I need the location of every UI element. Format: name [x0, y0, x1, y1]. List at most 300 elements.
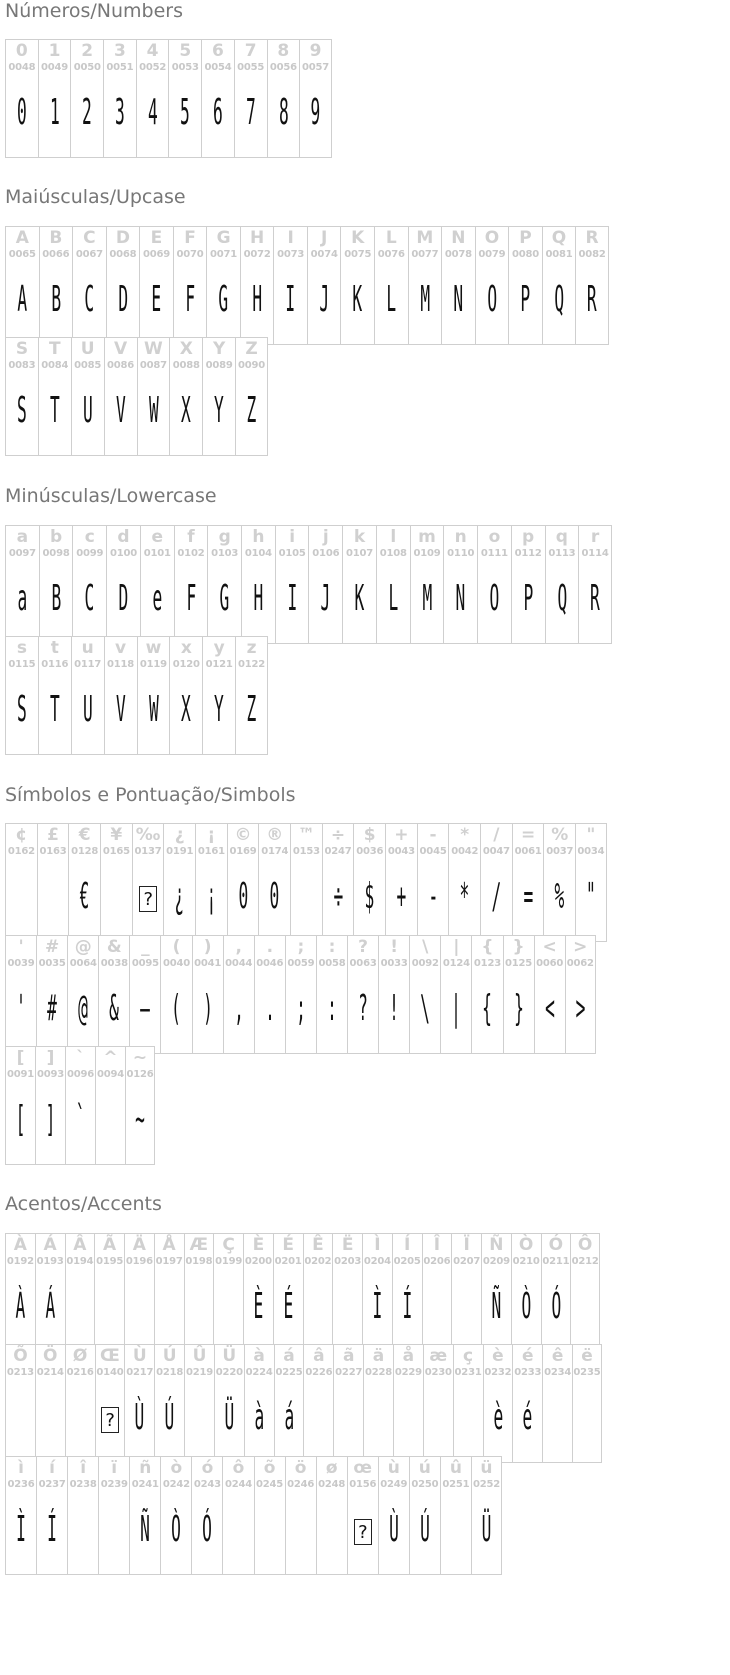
glyph-cell — [95, 1046, 125, 1165]
character-label: ¢ — [15, 825, 28, 845]
character-code: 0110 — [447, 548, 475, 559]
glyph-cell — [5, 636, 38, 755]
character-code: 0120 — [172, 659, 200, 670]
character-label: # — [45, 937, 60, 957]
character-label: l — [390, 527, 397, 547]
glyph-sample: Á — [45, 1286, 56, 1327]
glyph-cell — [575, 226, 609, 345]
character-code: 0064 — [69, 958, 97, 969]
glyph-cell — [36, 1456, 67, 1575]
glyph-cell — [290, 823, 322, 942]
glyph-sample: N — [453, 279, 464, 320]
character-code: 0197 — [155, 1256, 183, 1267]
glyph-cell — [378, 935, 409, 1054]
glyph-sample: ? — [358, 988, 368, 1029]
character-code: 0246 — [287, 1479, 315, 1490]
glyph-sample: Y — [214, 390, 225, 431]
character-label: a — [16, 527, 29, 547]
character-label: 7 — [244, 41, 257, 61]
glyph-cell — [303, 1344, 333, 1463]
glyph-cell — [451, 1233, 481, 1352]
glyph-cell — [254, 935, 285, 1054]
character-code: 0230 — [424, 1367, 452, 1378]
glyph-row — [5, 226, 609, 345]
character-label: H — [249, 228, 265, 248]
glyph-sample: , — [233, 988, 244, 1029]
character-code: 0198 — [185, 1256, 213, 1267]
character-label: ® — [266, 825, 284, 845]
glyph-cell — [154, 1233, 184, 1352]
glyph-cell — [409, 1456, 440, 1575]
character-label: 2 — [81, 41, 94, 61]
glyph-cell — [512, 823, 544, 942]
character-label: > — [573, 937, 588, 957]
character-label: Â — [73, 1235, 87, 1255]
character-label: ä — [372, 1346, 385, 1366]
glyph-cell — [378, 1456, 409, 1575]
glyph-sample: Z — [246, 390, 257, 431]
character-label: ) — [203, 937, 212, 957]
character-code: 0162 — [7, 846, 35, 857]
glyph-sample: Ú — [419, 1509, 430, 1550]
glyph-cell — [511, 525, 545, 644]
glyph-cell — [503, 935, 534, 1054]
character-label: û — [449, 1458, 462, 1478]
glyph-sample: 8 — [278, 92, 289, 133]
character-label: U — [80, 339, 95, 359]
glyph-sample: 0 — [269, 876, 280, 917]
glyph-sample: T — [49, 689, 60, 730]
character-label: Ü — [222, 1346, 237, 1366]
glyph-cell — [254, 1456, 285, 1575]
character-code: 0232 — [484, 1367, 512, 1378]
character-label: ò — [170, 1458, 183, 1478]
character-label: Ó — [548, 1235, 564, 1255]
character-label: M — [416, 228, 434, 248]
character-code: 0114 — [581, 548, 609, 559]
character-label: k — [353, 527, 366, 547]
glyph-cell — [174, 525, 208, 644]
character-code: 0044 — [225, 958, 253, 969]
character-code: 0100 — [109, 548, 138, 559]
character-code: 0113 — [548, 548, 576, 559]
character-code: 0241 — [131, 1479, 159, 1490]
glyph-cell — [481, 1233, 511, 1352]
glyph-cell — [154, 1344, 184, 1463]
character-code: 0196 — [125, 1256, 153, 1267]
glyph-cell — [274, 1344, 304, 1463]
character-code: 0096 — [66, 1069, 95, 1080]
glyph-cell — [5, 935, 36, 1054]
glyph-cell — [65, 1344, 95, 1463]
character-label: Í — [403, 1235, 411, 1255]
character-code: 0051 — [106, 62, 134, 73]
glyph-cell — [316, 1456, 347, 1575]
character-code: 0118 — [107, 659, 135, 670]
character-label: @ — [74, 937, 92, 957]
glyph-sample: C — [84, 279, 95, 320]
glyph-cell — [308, 525, 342, 644]
glyph-cell — [410, 525, 444, 644]
missing-glyph-box: ? — [139, 886, 157, 912]
character-code: 0080 — [511, 249, 539, 260]
glyph-sample: È — [253, 1286, 264, 1327]
character-code: 0218 — [156, 1367, 184, 1378]
glyph-cell — [184, 1233, 214, 1352]
glyph-sample: $ — [364, 876, 375, 917]
glyph-sample: Ü — [481, 1509, 492, 1550]
character-label: i — [289, 527, 296, 547]
glyph-cell — [575, 823, 607, 942]
character-label: 0 — [15, 41, 28, 61]
character-label: ì — [18, 1458, 24, 1478]
glyph-cell — [347, 935, 378, 1054]
glyph-sample: 0 — [16, 92, 27, 133]
character-code: 0111 — [480, 548, 508, 559]
character-code: 0214 — [36, 1367, 64, 1378]
character-label: n — [454, 527, 467, 547]
character-code: 0169 — [229, 846, 257, 857]
character-code: 0229 — [394, 1367, 422, 1378]
glyph-sample: € — [79, 876, 90, 917]
glyph-sample: ( — [171, 988, 182, 1029]
glyph-sample: e — [152, 578, 163, 619]
character-code: 0174 — [261, 846, 289, 857]
character-label: ¥ — [110, 825, 123, 845]
character-code: 0053 — [171, 62, 199, 73]
glyph-cell — [572, 1344, 602, 1463]
character-label: ñ — [139, 1458, 152, 1478]
glyph-sample: D — [118, 279, 128, 320]
character-code: 0068 — [109, 249, 137, 260]
glyph-sample: 7 — [245, 92, 256, 133]
character-code: 0108 — [379, 548, 407, 559]
glyph-sample: O — [489, 578, 500, 619]
character-code: 0041 — [194, 958, 222, 969]
character-code: 0087 — [139, 360, 167, 371]
glyph-sample: Ù — [388, 1509, 399, 1550]
character-label: T — [49, 339, 61, 359]
character-label: ç — [463, 1346, 474, 1366]
glyph-cell — [258, 823, 290, 942]
character-code: 0165 — [102, 846, 130, 857]
character-code: 0075 — [344, 249, 372, 260]
character-label: K — [351, 228, 365, 248]
character-label: N — [451, 228, 466, 248]
character-code: 0200 — [244, 1256, 272, 1267]
character-label: ' — [18, 937, 24, 957]
character-label: < — [542, 937, 557, 957]
glyph-cell — [241, 525, 275, 644]
character-label: Ô — [577, 1235, 593, 1255]
character-label: m — [418, 527, 436, 547]
glyph-sample: S — [17, 689, 27, 730]
character-label: ó — [201, 1458, 214, 1478]
glyph-cell — [307, 226, 341, 345]
glyph-cell — [136, 39, 169, 158]
glyph-cell — [477, 525, 511, 644]
character-code: 0161 — [197, 846, 225, 857]
character-label: C — [83, 228, 96, 248]
character-code: 0244 — [224, 1479, 252, 1490]
glyph-sample: J — [319, 279, 330, 320]
character-code: 0227 — [335, 1367, 363, 1378]
glyph-sample: N — [455, 578, 466, 619]
character-code: 0228 — [365, 1367, 393, 1378]
character-label: = — [520, 825, 536, 845]
character-code: 0079 — [478, 249, 506, 260]
character-code: 0050 — [73, 62, 101, 73]
glyph-cell — [106, 525, 140, 644]
character-code: 0245 — [256, 1479, 284, 1490]
character-code: 0220 — [215, 1367, 243, 1378]
glyph-cell — [227, 823, 259, 942]
character-code: 0085 — [74, 360, 102, 371]
character-code: 0193 — [36, 1256, 64, 1267]
glyph-sample: L — [388, 578, 399, 619]
glyph-cell — [340, 226, 374, 345]
character-code: 0054 — [204, 62, 232, 73]
character-label: g — [218, 527, 231, 547]
character-code: 0062 — [566, 958, 594, 969]
character-code: 0047 — [482, 846, 510, 857]
character-code: 0163 — [39, 846, 67, 857]
character-code: 0219 — [185, 1367, 213, 1378]
glyph-cell — [68, 823, 100, 942]
glyph-sample: Ó — [550, 1286, 561, 1327]
character-label: Œ — [100, 1346, 120, 1366]
glyph-cell — [347, 1456, 378, 1575]
character-code: 0067 — [75, 249, 103, 260]
glyph-row — [5, 1233, 600, 1352]
glyph-cell — [511, 1233, 541, 1352]
glyph-cell — [376, 525, 410, 644]
glyph-sample: I — [287, 578, 297, 619]
character-label: y — [213, 638, 225, 658]
character-code: 0225 — [275, 1367, 303, 1378]
glyph-cell — [240, 226, 274, 345]
character-code: 0191 — [166, 846, 194, 857]
glyph-sample: Ù — [134, 1397, 145, 1438]
character-code: 0104 — [244, 548, 272, 559]
glyph-cell — [244, 1344, 274, 1463]
character-label: / — [493, 825, 500, 845]
glyph-sample: " — [586, 876, 596, 917]
character-label: 1 — [48, 41, 61, 61]
character-code: 0233 — [514, 1367, 542, 1378]
glyph-sample: { — [482, 988, 493, 1029]
character-label: [ — [16, 1048, 25, 1068]
glyph-sample: — — [140, 988, 151, 1029]
glyph-cell — [299, 39, 332, 158]
character-code: 0212 — [571, 1256, 599, 1267]
character-code: 0247 — [324, 846, 352, 857]
glyph-cell — [267, 39, 300, 158]
glyph-cell — [39, 525, 73, 644]
glyph-cell — [173, 226, 207, 345]
character-label: S — [15, 339, 29, 359]
character-label: 5 — [179, 41, 192, 61]
character-label: ? — [358, 937, 369, 957]
character-code: 0106 — [312, 548, 340, 559]
glyph-sample: Ú — [164, 1397, 175, 1438]
section-title: Símbolos e Pontuação/Simbols — [5, 784, 296, 806]
glyph-sample: X — [181, 689, 192, 730]
character-label: V — [113, 339, 128, 359]
character-code: 0250 — [411, 1479, 439, 1490]
glyph-sample: / — [491, 876, 502, 917]
character-label: w — [145, 638, 162, 658]
character-label: Ã — [103, 1235, 117, 1255]
glyph-sample: P — [523, 578, 534, 619]
character-code: 0202 — [304, 1256, 332, 1267]
glyph-sample: ~ — [135, 1099, 145, 1140]
glyph-sample: D — [118, 578, 129, 619]
character-code: 0097 — [8, 548, 36, 559]
glyph-sample: I — [285, 279, 296, 320]
character-label: Î — [433, 1235, 441, 1255]
character-label: j — [322, 527, 329, 547]
glyph-cell — [448, 823, 480, 942]
glyph-cell — [273, 1233, 303, 1352]
character-label: : — [328, 937, 336, 957]
character-code: 0098 — [42, 548, 70, 559]
glyph-cell — [422, 1233, 452, 1352]
character-label: â — [313, 1346, 325, 1366]
character-code: 0092 — [411, 958, 439, 969]
glyph-sample: \ — [420, 988, 431, 1029]
glyph-sample: G — [219, 578, 230, 619]
character-label: ( — [172, 937, 181, 957]
glyph-cell — [137, 636, 170, 755]
glyph-cell — [132, 823, 164, 942]
glyph-cell — [106, 226, 140, 345]
glyph-cell — [100, 823, 132, 942]
glyph-sample: = — [523, 876, 533, 917]
glyph-cell — [235, 636, 268, 755]
character-code: 0207 — [453, 1256, 481, 1267]
glyph-cell — [104, 337, 137, 456]
character-code: 0137 — [134, 846, 162, 857]
character-label: Ñ — [489, 1235, 504, 1255]
glyph-cell — [94, 1233, 124, 1352]
glyph-cell — [542, 1344, 572, 1463]
character-code: 0083 — [8, 360, 36, 371]
glyph-cell — [184, 1344, 214, 1463]
character-code: 0226 — [305, 1367, 333, 1378]
character-code: 0065 — [8, 249, 36, 260]
character-label: + — [394, 825, 409, 845]
character-code: 0088 — [172, 360, 200, 371]
glyph-sample: K — [354, 578, 365, 619]
glyph-cell — [207, 525, 241, 644]
character-code: 0213 — [6, 1367, 34, 1378]
character-code: 0231 — [454, 1367, 482, 1378]
glyph-sample: á — [284, 1397, 294, 1438]
character-code: 0115 — [8, 659, 36, 670]
glyph-cell — [443, 525, 477, 644]
character-code: 0249 — [380, 1479, 408, 1490]
character-label: . — [266, 937, 274, 957]
character-label: Æ — [189, 1235, 209, 1255]
character-label: E — [150, 228, 163, 248]
glyph-sample: G — [218, 279, 229, 320]
character-label: Z — [245, 339, 258, 359]
character-label: t — [50, 638, 59, 658]
character-label: X — [179, 339, 193, 359]
glyph-sample: 6 — [213, 92, 223, 133]
character-label: F — [184, 228, 196, 248]
character-label: á — [283, 1346, 295, 1366]
character-label: J — [321, 228, 328, 248]
glyph-sample: 1 — [49, 92, 60, 133]
glyph-sample: T — [49, 390, 60, 431]
character-label: ; — [297, 937, 305, 957]
character-code: 0040 — [162, 958, 191, 969]
glyph-sample: E — [151, 279, 162, 320]
glyph-cell — [409, 935, 440, 1054]
glyph-sample: Y — [214, 689, 225, 730]
glyph-cell — [5, 337, 38, 456]
character-code: 0059 — [287, 958, 315, 969]
character-label: Ö — [43, 1346, 58, 1366]
character-label: s — [16, 638, 27, 658]
character-label: A — [15, 228, 29, 248]
glyph-sample: < — [544, 988, 555, 1029]
glyph-sample: Ì — [16, 1509, 26, 1550]
glyph-cell — [36, 935, 67, 1054]
character-code: 0084 — [41, 360, 69, 371]
glyph-cell — [322, 823, 354, 942]
character-code: 0195 — [96, 1256, 124, 1267]
character-label: Ê — [312, 1235, 324, 1255]
character-code: 0039 — [7, 958, 35, 969]
character-label: P — [519, 228, 532, 248]
glyph-sample: V — [115, 689, 126, 730]
character-code: 0105 — [278, 548, 306, 559]
character-label: Ì — [374, 1235, 381, 1255]
glyph-cell — [417, 823, 449, 942]
glyph-sample: U — [82, 689, 93, 730]
glyph-sample: @ — [78, 988, 89, 1029]
character-code: 0201 — [274, 1256, 302, 1267]
character-code: 0124 — [442, 958, 470, 969]
character-label: " — [586, 825, 596, 845]
character-code: 0242 — [162, 1479, 190, 1490]
glyph-sample: : — [327, 988, 337, 1029]
character-code: 0210 — [512, 1256, 540, 1267]
character-label: é — [522, 1346, 534, 1366]
glyph-sample: & — [109, 988, 120, 1029]
character-label: ! — [390, 937, 399, 957]
glyph-cell — [202, 337, 235, 456]
glyph-cell — [35, 1233, 65, 1352]
character-code: 0066 — [42, 249, 70, 260]
glyph-cell — [65, 1046, 95, 1165]
glyph-cell — [37, 823, 69, 942]
character-label: , — [235, 937, 242, 957]
glyph-sample: Q — [556, 578, 567, 619]
character-label: } — [512, 937, 525, 957]
glyph-sample: ' — [16, 988, 26, 1029]
character-label: q — [555, 527, 568, 547]
character-label: œ — [353, 1458, 373, 1478]
character-label: \ — [422, 937, 429, 957]
glyph-sample: > — [575, 988, 586, 1029]
glyph-cell — [534, 935, 565, 1054]
character-code: 0073 — [277, 249, 305, 260]
glyph-cell — [570, 1233, 600, 1352]
